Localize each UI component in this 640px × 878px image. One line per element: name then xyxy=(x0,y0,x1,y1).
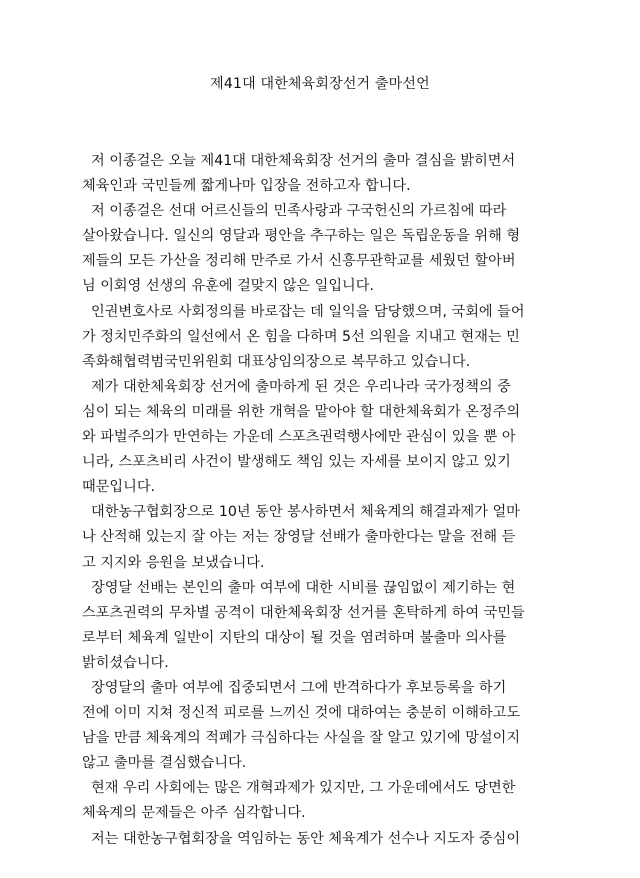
body-line: 스포츠권력의 무차별 공격이 대한체육회장 선거를 혼탁하게 하여 국민들 xyxy=(82,604,525,621)
body-line: 않고 출마를 결심했습니다. xyxy=(82,755,247,772)
body-line: 심이 되는 체육의 미래를 위한 개혁을 맡아야 할 대한체육회가 온정주의 xyxy=(82,403,521,420)
body-line: 살아왔습니다. 일신의 영달과 평안을 추구하는 일은 독립운동을 위해 형 xyxy=(82,228,521,245)
body-line: 저 이종걸은 오늘 제41대 대한체육회장 선거의 출마 결심을 밝히면서 xyxy=(82,153,516,169)
body-line: 체육계의 문제들은 아주 심각합니다. xyxy=(82,805,306,822)
body-line: 장영달 선배는 본인의 출마 여부에 대한 시비를 끊임없이 제기하는 현 xyxy=(82,579,516,596)
body-line: 로부터 체육계 일반이 지탄의 대상이 될 것을 염려하며 불출마 의사를 xyxy=(82,629,507,646)
body-line: 전에 이미 지쳐 정신적 피로를 느끼신 것에 대하여는 충분히 이해하고도 xyxy=(82,705,521,722)
body-line: 대한농구협회장으로 10년 동안 봉사하면서 체육계의 해결과제가 얼마 xyxy=(82,504,520,521)
body-line: 고 지지와 응원을 보냈습니다. xyxy=(82,554,265,571)
body-line: 체육인과 국민들께 짧게나마 입장을 전하고자 합니다. xyxy=(82,178,411,195)
body-line: 나 산적해 있는지 잘 아는 저는 장영달 선배가 출마한다는 말을 전해 듣 xyxy=(82,529,516,546)
body-line: 가 정치민주화의 일선에서 온 힘을 다하며 5선 의원을 지내고 현재는 민 xyxy=(82,328,520,345)
body-line: 님 이회영 선생의 유훈에 걸맞지 않은 일입니다. xyxy=(82,278,374,295)
body-line: 제가 대한체육회장 선거에 출마하게 된 것은 우리나라 국가정책의 중 xyxy=(82,378,511,395)
body-line: 저 이종걸은 선대 어르신들의 민족사랑과 구국헌신의 가르침에 따라 xyxy=(82,203,507,220)
body-line: 밝히셨습니다. xyxy=(82,654,169,671)
body-line: 와 파벌주의가 만연하는 가운데 스포츠권력행사에만 관심이 있을 뿐 아 xyxy=(82,429,516,446)
body-line: 인권변호사로 사회정의를 바로잡는 데 일익을 담당했으며, 국회에 들어 xyxy=(82,303,525,320)
document-body xyxy=(82,149,557,852)
body-line: 장영달의 출마 여부에 집중되면서 그에 반격하다가 후보등록을 하기 xyxy=(82,679,507,696)
body-line: 니라, 스포츠비리 사건이 발생해도 책임 있는 자세를 보이지 않고 있기 xyxy=(82,454,511,471)
document-title: 제41대 대한체육회장선거 출마선언 xyxy=(210,76,430,92)
body-line: 남을 만큼 체육계의 적폐가 극심하다는 사실을 잘 알고 있기에 망설이지 xyxy=(82,730,521,747)
body-line: 현재 우리 사회에는 많은 개혁과제가 있지만, 그 가운데에서도 당면한 xyxy=(82,780,516,797)
body-line: 제들의 모든 가산을 정리해 만주로 가서 신흥무관학교를 세웠던 할아버 xyxy=(82,253,516,270)
body-line: 저는 대한농구협회장을 역임하는 동안 체육계가 선수나 지도자 중심이 xyxy=(82,830,521,847)
body-line: 족화해협력범국민위원회 대표상임의장으로 복무하고 있습니다. xyxy=(82,353,471,370)
body-line: 때문입니다. xyxy=(82,479,156,496)
